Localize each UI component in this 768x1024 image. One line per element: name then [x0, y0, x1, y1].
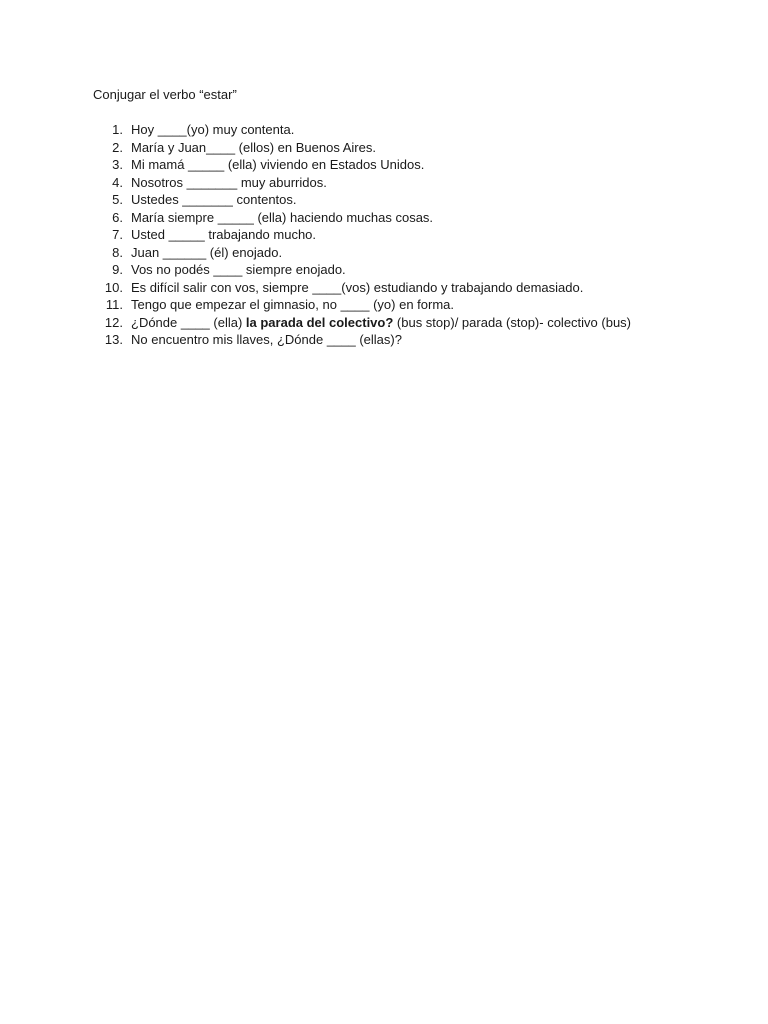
item-text-after: (bus stop)/ parada (stop)- colectivo (bus) [393, 314, 632, 330]
item-number: 5. [112, 192, 123, 207]
item-number: 13. [104, 332, 123, 347]
item-text: María siempre _____ (ella) haciendo muchas cosas. [131, 209, 434, 225]
item-number: 1. [112, 122, 123, 137]
item-text: Usted _____ trabajando mucho. [131, 227, 317, 242]
item-number: 12. [104, 314, 123, 330]
list-item [93, 314, 673, 332]
item-number: 6. [112, 209, 123, 225]
list-item [93, 331, 673, 349]
item-text: Nosotros _______ muy aburridos. [131, 174, 327, 190]
list-item [93, 139, 673, 157]
item-number: 2. [112, 139, 123, 155]
page-title: Conjugar el verbo “estar” [93, 87, 237, 102]
list-item [93, 174, 673, 192]
item-text: Ustedes _______ contentos. [131, 192, 297, 207]
item-text: Mi mamá _____ (ella) viviendo en Estados Unidos. [131, 157, 425, 172]
item-text: Tengo que empezar el gimnasio, no ____ (yo) en forma. [131, 297, 455, 312]
item-number: 10. [104, 279, 123, 295]
item-text: Hoy ____(yo) muy contenta. [131, 122, 295, 137]
item-number: 3. [112, 157, 123, 172]
item-number: 7. [112, 227, 123, 242]
item-text: Vos no podés ____ siempre enojado. [131, 262, 346, 277]
list-item [93, 296, 673, 314]
item-number: 8. [112, 244, 123, 260]
list-item [93, 279, 673, 297]
list-item [93, 156, 673, 174]
item-text: María y Juan____ (ellos) en Buenos Aires. [131, 139, 376, 155]
item-text: Es difícil salir con vos, siempre ____(vos) estudiando y trabajando demasiado. [131, 279, 584, 295]
item-number: 9. [112, 262, 123, 277]
item-number: 11. [105, 297, 123, 312]
list-item [93, 191, 673, 209]
item-number: 4. [112, 174, 123, 190]
item-text [131, 314, 673, 332]
item-text-before: ¿Dónde ____ (ella) [131, 314, 246, 330]
list-item [93, 209, 673, 227]
list-item [93, 226, 673, 244]
item-text-bold: la parada del colectivo? [245, 314, 394, 330]
list-item [93, 244, 673, 262]
item-text: No encuentro mis llaves, ¿Dónde ____ (ellas)? [131, 332, 402, 347]
exercise-list [93, 121, 673, 349]
list-item [93, 121, 673, 139]
item-text: Juan ______ (él) enojado. [131, 244, 283, 260]
list-item [93, 261, 673, 279]
